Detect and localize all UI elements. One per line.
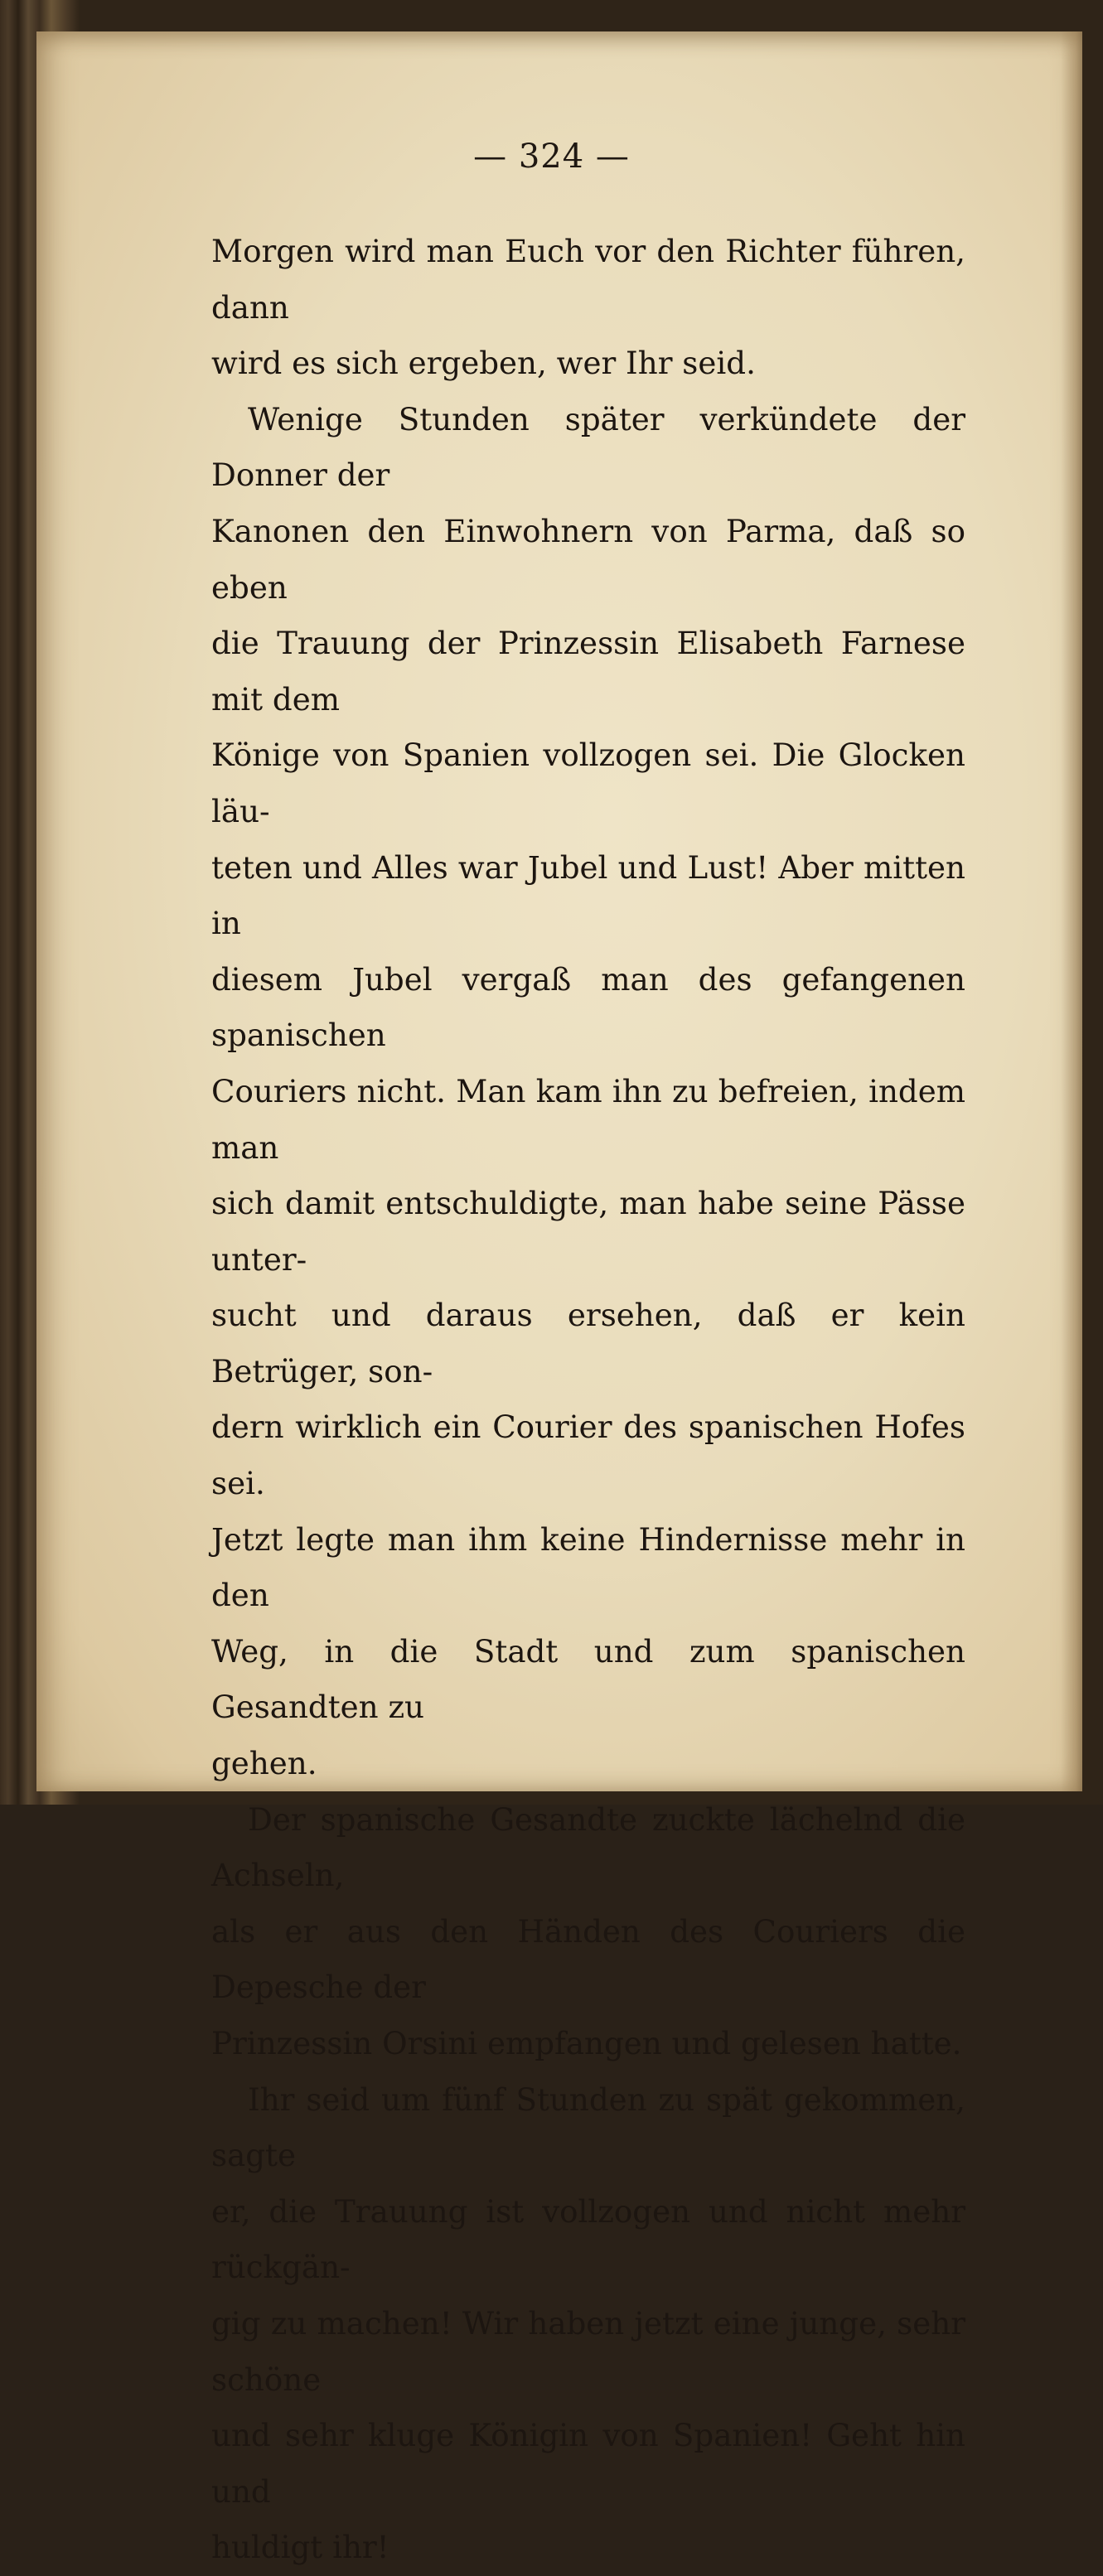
page-edge-shadow [1061, 31, 1082, 1791]
paragraph-3: Der spanische Gesandte zuckte lächelnd die Achseln, als er aus den Händen des Couriers die Depesche der Prinzessin Orsini empfangen und gelesen hatte. [211, 1800, 965, 2061]
page-body-text [211, 224, 965, 2576]
paragraph-1: Morgen wird man Euch vor den Richter führen, dann wird es sich ergeben, wer Ihr seid. [211, 233, 965, 382]
page-number-header: — 324 — [473, 138, 630, 176]
paragraph-2: Wenige Stunden später verkündete der Donner der Kanonen den Einwohnern von Parma, daß so eben die Trauung der Prinzessin Elisabeth Farnese mit dem Könige von Spanien vollzogen sei. Die Glocken läu- teten und Alles war Jubel und Lust! Aber mitten in diesem Jubel vergaß man des gefangenen spanischen Couriers nicht. Man kam ihn zu befreien, indem man sich damit entschuldigte, man habe seine Pässe unter- sucht und daraus ersehen, daß er kein Betrüger, son- dern wirklich ein Courier des spanischen Hofes sei. Jetzt legte man ihm keine Hindernisse mehr in den Weg, in die Stadt und zum spanischen Gesandten zu gehen. [211, 400, 965, 1782]
paragraph-4: Ihr seid um fünf Stunden zu spät gekommen, sagte er, die Trauung ist vollzogen und nicht mehr rückgän- gig zu machen! Wir haben jetzt eine junge, sehr schöne und sehr kluge Königin von Spanien! Geht hin und huldigt ihr! [211, 2081, 965, 2566]
